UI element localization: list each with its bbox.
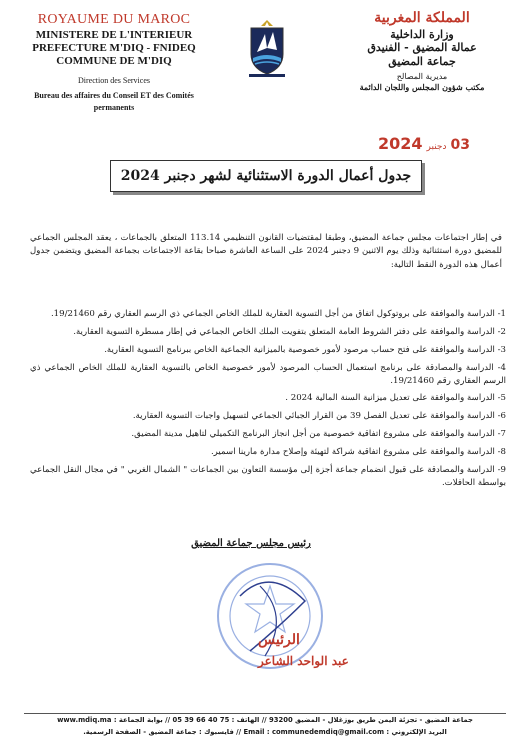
agenda-item: 7- الدراسة والموافقة على مشروع اتفاقية خصوصية من أجل انجاز البرنامج التكميلي لتاهيل مدينة المضيق. xyxy=(131,429,506,440)
agenda-item: 3- الدراسة والموافقة على فتح حساب مرصود لأمور خصوصية بالميزانية الجماعية الخاص ببرنامج التسوية العقارية. xyxy=(104,344,506,355)
signature-title: رئيس مجلس جماعة المضيق xyxy=(191,538,311,549)
document-title: جدول أعمال الدورة الاستثنائية لشهر دجنبر 2024 xyxy=(120,168,412,184)
bureau-fr xyxy=(14,90,214,114)
date-month: دجنبر xyxy=(426,142,447,152)
header-arabic xyxy=(332,10,512,92)
kingdom-ar: المملكة المغربية xyxy=(374,10,470,26)
date-day: 03 xyxy=(450,137,470,153)
agenda-item: 9- الدراسة والمصادقة على قبول انضمام جماعة أجزة إلى مؤسسة التعاون بين الجماعات " الشمال الغربي " في مجال النقل الجماعي بواسطة الحافلات. xyxy=(30,465,506,488)
bureau-ar: مكتب شؤون المجلس واللجان الدائمة xyxy=(359,81,485,92)
agenda-item: 1- الدراسة والموافقة على بروتوكول اتفاق من أجل التسوية العقارية للملك الخاص الجماعي ذي الرسم العقاري رقم 19/21460. xyxy=(50,309,506,319)
commune-fr: COMMUNE DE M'DIQ xyxy=(56,55,172,68)
ministry-fr: MINISTERE DE L'INTERIEUR xyxy=(35,28,193,41)
commune-emblem-icon xyxy=(243,18,291,78)
commune-ar: جماعة المضيق xyxy=(388,55,456,68)
document-date xyxy=(378,134,470,153)
prefecture-fr: PREFECTURE M'DIQ - FNIDEQ xyxy=(32,41,196,54)
agenda-item: 6- الدراسة والموافقة على تعديل الفصل 39 من القرار الجبائي الجماعي لتسهيل واجبات التسوية العقارية. xyxy=(132,411,506,422)
agenda-item: 5- الدراسة والموافقة على تعديل ميزانية السنة المالية 2024 . xyxy=(285,393,506,404)
agenda-item: 4- الدراسة والمصادقة على برنامج استعمال الحساب المرصود لأمور خصوصية الخاص بالتسوية العقارية للملك الخاص الجماعي ذي الرسم العقاري رقم 19/21460. xyxy=(30,362,506,386)
ministry-ar: وزارة الداخلية xyxy=(390,27,454,41)
intro-paragraph: في إطار اجتماعات مجلس جماعة المضيق، وطبقا لمقتضيات القانون التنظيمي 113.14 المتعلق بالجماعات ، يعقد المجلس الجماعي للمضيق دورة استثنائية وذلك يوم الاثنين 9 دجنبر 2024 على الساعة العاشرة صباحا بقاعة الاجتماعات بجماعة المضيق ويتضمن جدول أعمال هذه الدورة النقط التالية: xyxy=(30,233,503,270)
prefecture-ar: عمالة المضيق - الفنيدق xyxy=(367,41,477,55)
document-title-box xyxy=(110,160,422,192)
footer-address: جماعة المضيق - تجزئة اليمن طريق بوزغلال - المضيق 93200 // الهاتف : 75 40 66 39 05 // بوابة الجماعة : www.mdiq.ma xyxy=(57,716,473,724)
president-title: الرئيس xyxy=(258,632,300,648)
footer-divider xyxy=(24,713,506,714)
service-ar: مديرية المصالح xyxy=(396,71,448,81)
bureau-fr-line2: permanents xyxy=(93,102,135,112)
footer-contact: البريد الإلكتروني : Email : communedemdiq@gmail.com // فايسبوك : جماعة المضيق - الصفحة الرسمية. xyxy=(83,728,447,736)
date-year: 2024 xyxy=(378,134,423,153)
service-fr: Direction des Services xyxy=(78,76,150,86)
agenda-list xyxy=(30,308,506,495)
header-french xyxy=(14,12,214,114)
bureau-fr-line1: Bureau des affaires du Conseil ET des Comités xyxy=(34,90,194,100)
president-name: عبد الواحد الشاعر xyxy=(258,654,349,668)
kingdom-fr: ROYAUME DU MAROC xyxy=(37,12,191,27)
agenda-item: 2- الدراسة والموافقة على دفتر الشروط العامة المتعلق بتفويت الملك الخاص الجماعي في إطار مسطرة التسوية العقارية. xyxy=(73,326,506,337)
agenda-item: 8- الدراسة والموافقة على مشروع اتفاقية شراكة لتهيئة وإصلاح مدارة مارينا اسمير. xyxy=(210,447,506,458)
